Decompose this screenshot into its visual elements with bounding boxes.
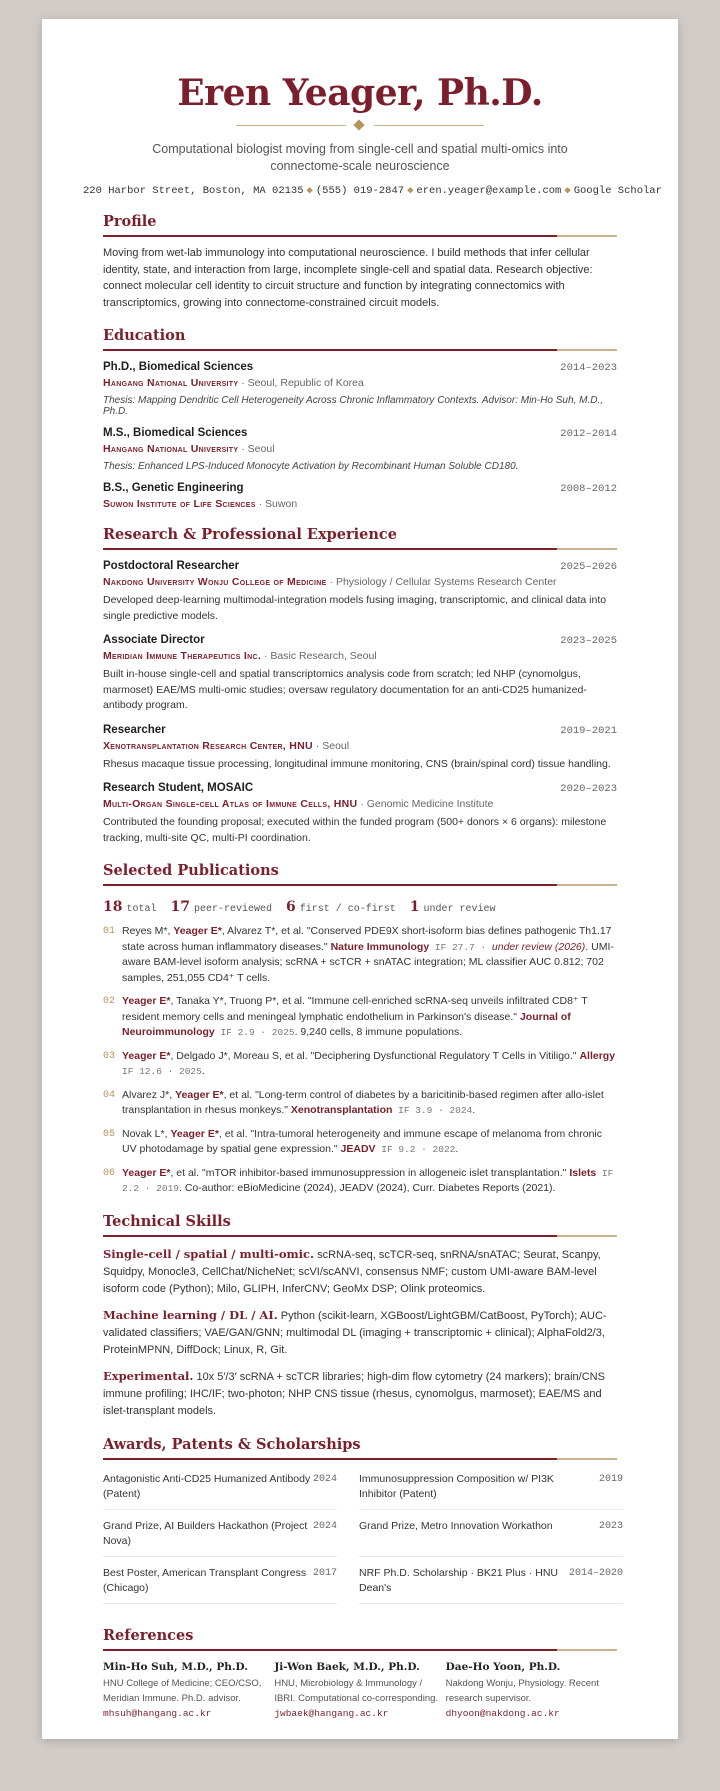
role: Research Student, MOSAIC — [103, 782, 254, 794]
reference-email[interactable]: jwbaek@hangang.ac.kr — [274, 1707, 389, 1719]
reference-description: HNU College of Medicine; CEO/CSO, Meridian Immune. Ph.D. advisor. — [103, 1677, 262, 1704]
tagline: Computational biologist moving from single-cell and spatial multi-omics into connectome-scale neuroscience — [152, 142, 568, 173]
impact-factor: IF 27.7 · — [429, 941, 492, 953]
publication-citation — [122, 1049, 617, 1080]
skill-group — [103, 1246, 617, 1298]
journal: Xenotransplantation — [290, 1104, 393, 1116]
degree: B.S., Genetic Engineering — [103, 482, 244, 494]
experience-section — [103, 526, 617, 846]
references-section — [103, 1627, 617, 1719]
award-item — [359, 1564, 623, 1604]
skills-section — [103, 1213, 617, 1420]
publication-item — [103, 1166, 617, 1197]
citation-note: . — [455, 1143, 459, 1155]
location: · Physiology / Cellular Systems Research Center — [326, 576, 557, 588]
citation-body: , et al. "mTOR inhibitor-based immunosuppression in allogeneic islet transplantation." — [170, 1166, 570, 1179]
journal: Nature Immunology — [330, 940, 430, 953]
publication-number: 05 — [103, 1128, 116, 1140]
location: · Seoul — [238, 443, 275, 455]
self-author: Yeager E* — [122, 1166, 171, 1179]
degree: Ph.D., Biomedical Sciences — [103, 361, 254, 373]
date-range: 2020–2023 — [560, 783, 617, 795]
impact-factor: IF 2.2 · 2019 — [122, 1167, 614, 1194]
publication-item — [103, 1088, 617, 1119]
role: Associate Director — [103, 634, 205, 646]
citation-note: . — [472, 1104, 476, 1116]
journal: JEADV — [340, 1143, 376, 1155]
impact-factor: IF 3.9 · 2024 — [392, 1105, 473, 1116]
authors-before: Alvarez J*, — [122, 1088, 176, 1101]
education-entry — [103, 361, 617, 417]
location: · Basic Research, Seoul — [261, 650, 377, 662]
stat-total — [103, 898, 157, 916]
date-range: 2019–2021 — [560, 724, 617, 737]
education-section — [103, 327, 617, 510]
location: · Suwon — [255, 498, 298, 510]
role: Postdoctoral Researcher — [103, 560, 240, 572]
candidate-name: Eren Yeager, Ph.D. — [177, 72, 543, 114]
profile-text: Moving from wet-lab immunology into computational neuroscience. I build methods that infer cellular identity, state, and interaction from large, incomplete single-cell and spatial data. Research objective: connect molecular cell identity to circuit structure and function by integrating connectomics with transcriptomics, growing into connectome-constrained circuit models. — [103, 247, 593, 309]
stat-label: first / co-first — [299, 904, 396, 915]
profile-section — [103, 213, 617, 311]
stat-number: 18 — [103, 899, 123, 915]
resume-page — [42, 19, 678, 1739]
award-date: 2023 — [599, 1520, 624, 1532]
organization: Multi-Organ Single-cell Atlas of Immune Cells, HNU — [103, 798, 358, 810]
role: Researcher — [103, 723, 166, 736]
award-title: Grand Prize, AI Builders Hackathon (Project Nova) — [103, 1519, 308, 1547]
citation-body: , Alvarez T*, et al. "Conserved PDE9X short-isoform bias defines pathogenic Th1.17 state across human inflammatory diseases." — [122, 925, 612, 953]
publication-number: 03 — [103, 1050, 116, 1062]
award-item — [103, 1470, 337, 1510]
award-date: 2014–2020 — [569, 1567, 624, 1579]
reference-description: Nakdong Wonju, Physiology. Recent research supervisor. — [445, 1677, 599, 1704]
stat-number: 6 — [286, 899, 296, 915]
references-list — [103, 1661, 617, 1719]
publication-number: 02 — [103, 996, 116, 1007]
section-title: Profile — [103, 213, 617, 237]
publication-item — [103, 924, 617, 986]
citation-body: , Delgado J*, Moreau S, et al. "Deciphering Dysfunctional Regulatory T Cells in Vitiligo." — [170, 1049, 580, 1062]
degree: M.S., Biomedical Sciences — [103, 427, 248, 439]
publication-stats — [103, 898, 617, 916]
diamond-icon: ◆ — [407, 185, 414, 197]
impact-factor: IF 9.2 · 2022 — [375, 1144, 456, 1155]
date-range: 2023–2025 — [560, 635, 617, 647]
contact-phone[interactable]: (555) 019-2847 — [315, 185, 405, 197]
citation-note: . UMI-aware BAM-level isoform analysis; scRNA + scTCR + snATAC integration; ML classifier AUC 0.812; 702 samples, 251,055 CD4⁺ T cells. — [122, 940, 614, 984]
impact-factor: IF 2.9 · 2025 — [214, 1027, 295, 1038]
journal: Islets — [569, 1166, 597, 1179]
self-author: Yeager E* — [122, 1049, 171, 1062]
title-ornament — [230, 119, 490, 133]
section-title: References — [103, 1627, 617, 1651]
authors-before: Novak L*, — [122, 1127, 171, 1140]
institution: Hangang National University — [103, 377, 239, 389]
date-range: 2012–2014 — [560, 428, 617, 440]
publication-citation — [122, 1088, 617, 1119]
self-author: Yeager E* — [173, 925, 222, 937]
award-title: Antagonistic Anti-CD25 Humanized Antibody (Patent) — [103, 1472, 311, 1500]
date-range: 2008–2012 — [560, 483, 617, 495]
description: Built in-house single-cell and spatial transcriptomics analysis code from scratch; led NHP (cynomolgus, marmoset) EAE/MS multi-omic studies; oversaw regulatory documentation for an anti-CD25 humanized-antibody program. — [103, 668, 587, 711]
location: · Seoul, Republic of Korea — [238, 377, 364, 389]
skill-group — [103, 1307, 617, 1359]
impact-factor: IF 12.6 · 2025 — [122, 1066, 202, 1077]
experience-entry — [103, 724, 617, 773]
publication-citation — [122, 924, 617, 986]
publication-item — [103, 1049, 617, 1080]
reference-item — [274, 1661, 445, 1719]
ornament-line-left — [236, 125, 346, 126]
self-author: Yeager E* — [122, 995, 171, 1007]
diamond-icon: ◆ — [564, 185, 571, 197]
award-title: Immunosuppression Composition w/ PI3K Inhibitor (Patent) — [359, 1472, 554, 1500]
publication-item — [103, 994, 617, 1041]
award-date: 2019 — [599, 1473, 624, 1485]
reference-name: Dae-Ho Yoon, Ph.D. — [445, 1660, 561, 1673]
journal: Allergy — [579, 1049, 616, 1062]
reference-description: HNU, Microbiology & Immunology / IBRI. Computational co-corresponding. — [274, 1677, 439, 1704]
citation-note: . 9,240 cells, 8 immune populations. — [294, 1026, 463, 1038]
award-title: Best Poster, American Transplant Congress (Chicago) — [103, 1566, 307, 1594]
thesis: Thesis: Enhanced LPS-Induced Monocyte Activation by Recombinant Human Soluble CD180. — [103, 461, 519, 472]
organization: Nakdong University Wonju College of Medicine — [103, 576, 327, 588]
contact-line — [83, 184, 662, 197]
reference-email[interactable]: dhyoon@nakdong.ac.kr — [445, 1707, 560, 1719]
award-item — [103, 1564, 337, 1604]
skill-list: scRNA-seq, scTCR-seq, snRNA/snATAC; Seurat, Scanpy, Squidpy, Monocle3, CellChat/NicheNet; scVI/scANVI, consensus NMF; custom UMI-aware BAM-level isoform code (Python); Milo, GLIPH, InferCNV; GeoMx DSP; Olink proteomics. — [103, 1248, 601, 1295]
contact-address: 220 Harbor Street, Boston, MA 02135 — [83, 185, 304, 197]
stat-number: 1 — [409, 899, 420, 915]
skill-category: Experimental. — [103, 1368, 194, 1383]
location: · Seoul — [312, 739, 350, 752]
award-date: 2024 — [313, 1520, 338, 1532]
section-title: Selected Publications — [103, 862, 617, 886]
section-title: Research & Professional Experience — [103, 526, 617, 550]
citation-body: , et al. "Long-term control of diabetes by a baricitinib-based regimen after allo-islet transplantation in rhesus monkeys." — [122, 1088, 604, 1116]
stat-label: peer-reviewed — [193, 904, 272, 915]
publication-citation — [122, 1166, 617, 1197]
award-title: NRF Ph.D. Scholarship · BK21 Plus · HNU Dean's — [359, 1566, 558, 1594]
stat-label: total — [126, 904, 157, 915]
stat-peer-reviewed — [171, 898, 273, 916]
publication-number: 01 — [103, 926, 116, 937]
location: · Genomic Medicine Institute — [357, 798, 494, 810]
institution: Hangang National University — [103, 443, 239, 455]
organization: Xenotransplantation Research Center, HNU — [103, 739, 313, 752]
contact-scholar-link[interactable]: Google Scholar — [573, 185, 662, 197]
review-status: under review (2026) — [491, 940, 586, 953]
award-date: 2017 — [313, 1567, 338, 1579]
education-entry — [103, 427, 617, 472]
skill-group — [103, 1368, 617, 1420]
self-author: Yeager E* — [170, 1127, 219, 1140]
publication-number: 06 — [103, 1167, 116, 1179]
award-item — [359, 1517, 623, 1557]
section-title: Awards, Patents & Scholarships — [103, 1436, 617, 1460]
experience-entry — [103, 560, 617, 624]
section-title: Education — [103, 327, 617, 351]
thesis: Thesis: Mapping Dendritic Cell Heterogeneity Across Chronic Inflammatory Contexts. Advisor: Min-Ho Suh, M.D., Ph.D. — [103, 395, 603, 417]
stat-under-review — [410, 898, 496, 916]
award-item — [103, 1517, 337, 1557]
description: Rhesus macaque tissue processing, longitudinal immune monitoring, CNS (brain/spinal cord) tissue handling. — [103, 757, 611, 770]
awards-section — [103, 1435, 624, 1611]
citation-body: , et al. "Intra-tumoral heterogeneity and immune escape of melanoma from chronic UV photodamage by spatial gene expression." — [122, 1127, 602, 1155]
awards-grid — [103, 1470, 624, 1611]
citation-note: . — [201, 1065, 205, 1077]
publications-section — [103, 862, 617, 1197]
citation-body: , Tanaka Y*, Truong P*, et al. "Immune cell-enriched scRNA-seq unveils infiltrated CD8⁺ T resident memory cells and meningeal lymphatic endothelium in Parkinson's disease." — [122, 995, 588, 1023]
experience-entry — [103, 782, 617, 846]
self-author: Yeager E* — [175, 1088, 224, 1101]
experience-entry — [103, 634, 617, 714]
publication-citation — [122, 994, 617, 1041]
reference-email[interactable]: mhsuh@hangang.ac.kr — [103, 1707, 212, 1719]
date-range: 2014–2023 — [560, 362, 617, 374]
education-entry — [103, 482, 617, 510]
skill-category: Single-cell / spatial / multi-omic. — [103, 1246, 315, 1261]
date-range: 2025–2026 — [560, 561, 617, 573]
citation-note: . Co-author: eBioMedicine (2024), JEADV (2024), Curr. Diabetes Reports (2021). — [179, 1182, 556, 1194]
award-date: 2024 — [313, 1473, 338, 1485]
description: Developed deep-learning multimodal-integration models fusing imaging, transcriptomic, and clinical data into single predictive models. — [103, 594, 607, 622]
diamond-icon: ◆ — [306, 185, 313, 197]
reference-item — [103, 1661, 274, 1719]
ornament-line-right — [374, 125, 484, 126]
reference-name: Ji-Won Baek, M.D., Ph.D. — [274, 1660, 420, 1673]
skill-list: 10x 5′/3′ scRNA + scTCR libraries; high-dim flow cytometry (24 markers); brain/CNS immune profiling; IHC/IF; two-photon; NHP CNS tissue (rhesus, cynomolgus, marmoset); EAE/MS and islet-transplant models. — [103, 1370, 605, 1417]
stat-first-author — [286, 898, 396, 916]
reference-name: Min-Ho Suh, M.D., Ph.D. — [103, 1660, 248, 1673]
award-title: Grand Prize, Metro Innovation Workathon — [359, 1519, 553, 1532]
authors-before: Reyes M*, — [122, 925, 174, 937]
publication-number: 04 — [103, 1089, 116, 1101]
description: Contributed the founding proposal; executed within the funded program (500+ donors × 6 organs): milestone tracking, multi-site QC, multi-PI coordination. — [103, 816, 607, 844]
award-item — [359, 1470, 623, 1510]
section-title: Technical Skills — [103, 1213, 617, 1237]
publication-item — [103, 1127, 617, 1158]
publication-citation — [122, 1127, 617, 1158]
stat-label: under review — [423, 904, 496, 915]
reference-item — [446, 1661, 617, 1719]
diamond-icon — [353, 119, 364, 130]
organization: Meridian Immune Therapeutics Inc. — [103, 650, 262, 662]
skill-list: Python (scikit-learn, XGBoost/LightGBM/CatBoost, PyTorch); AUC-validated classifiers; VAE/GAN/GNN; multimodal DL (imaging + transcriptomic + clinical); AlphaFold2/3, ProteinMPNN, DiffDock; Linux, R, Git. — [103, 1309, 607, 1356]
skill-category: Machine learning / DL / AI. — [103, 1307, 278, 1322]
stat-number: 17 — [170, 899, 190, 915]
journal: Journal of Neuroimmunology — [122, 1010, 571, 1038]
contact-email[interactable]: eren.yeager@example.com — [416, 185, 562, 197]
institution: Suwon Institute of Life Sciences — [103, 498, 256, 510]
